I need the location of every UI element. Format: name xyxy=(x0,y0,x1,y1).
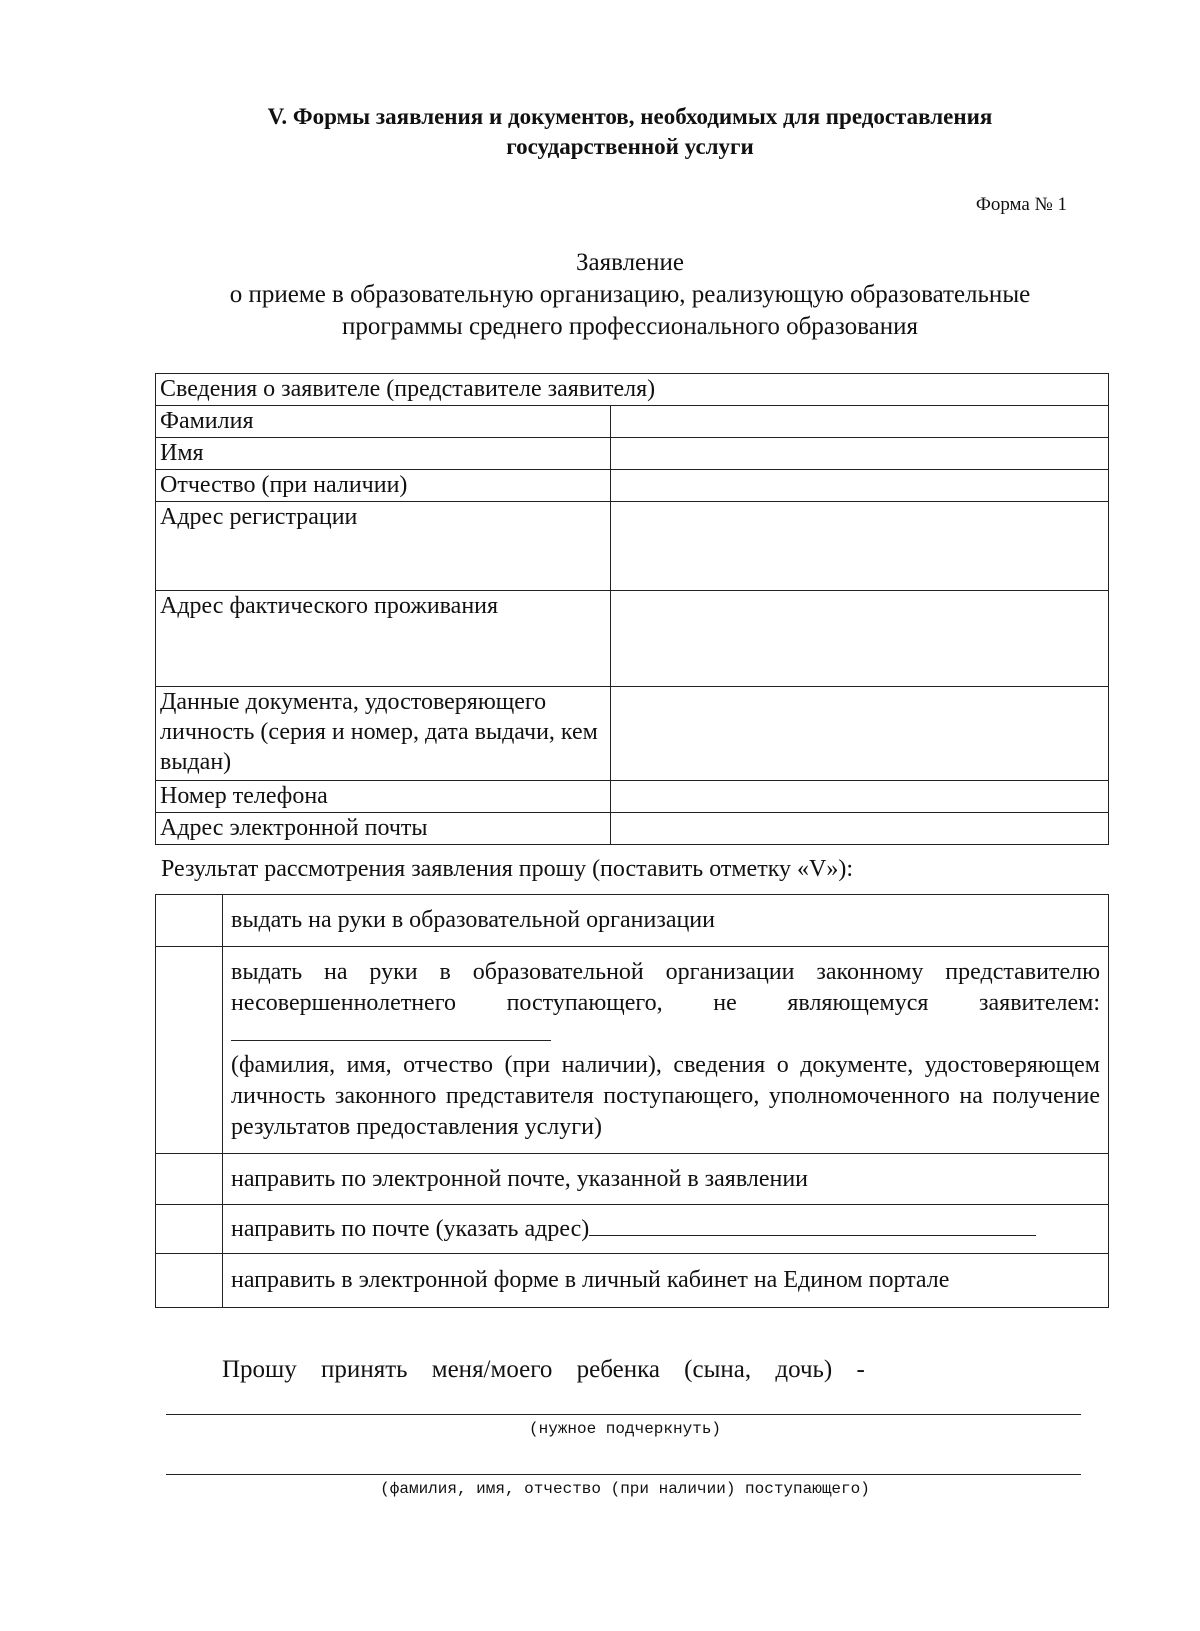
field-label-email: Адрес электронной почты xyxy=(156,813,611,845)
option-note-legal-representative: (фамилия, имя, отчество (при наличии), сведения о документе, удостоверяющем личность законного представителя поступающего, уполномоченного на получение результатов предоставления услуги) xyxy=(231,1052,1100,1140)
document-subtitle-line2: программы среднего профессионального образования xyxy=(342,313,918,340)
applicant-table-header: Сведения о заявителе (представителе заявителя) xyxy=(156,374,1109,406)
option-cell-legal-representative xyxy=(223,947,1109,1154)
option-checkbox-post[interactable] xyxy=(156,1205,223,1254)
form-number: Форма № 1 xyxy=(975,194,1067,215)
underline-hint: (нужное подчеркнуть) xyxy=(528,1420,722,1438)
option-label-in-person: выдать на руки в образовательной организации xyxy=(223,895,1109,947)
option-cell-post xyxy=(223,1205,1109,1254)
option-checkbox-legal-representative[interactable] xyxy=(156,947,223,1154)
admission-request-text: Прошу принять меня/моего ребенка (сына, дочь) - xyxy=(222,1356,865,1383)
field-label-registration-address: Адрес регистрации xyxy=(156,502,611,591)
section-title-line2: государственной услуги xyxy=(506,134,754,159)
option-checkbox-email[interactable] xyxy=(156,1154,223,1205)
document-title: Заявление xyxy=(575,249,685,276)
option-label-legal-representative: выдать на руки в образовательной организации законному представителю несовершеннолетнего поступающего, не являющемуся заявителем: xyxy=(231,959,1100,1016)
option-checkbox-portal[interactable] xyxy=(156,1254,223,1308)
field-value-name[interactable] xyxy=(611,438,1109,470)
field-label-actual-address: Адрес фактического проживания xyxy=(156,591,611,687)
field-value-patronymic[interactable] xyxy=(611,470,1109,502)
field-label-patronymic: Отчество (при наличии) xyxy=(156,470,611,502)
option-checkbox-in-person[interactable] xyxy=(156,895,223,947)
field-label-phone: Номер телефона xyxy=(156,781,611,813)
fullname-hint: (фамилия, имя, отчество (при наличии) поступающего) xyxy=(380,1480,870,1498)
field-value-identity-document[interactable] xyxy=(611,687,1109,781)
field-value-actual-address[interactable] xyxy=(611,591,1109,687)
document-subtitle-line1: о приеме в образовательную организацию, реализующую образовательные xyxy=(229,281,1031,308)
applicant-fullname-line[interactable] xyxy=(166,1474,1081,1475)
result-delivery-label: Результат рассмотрения заявления прошу (поставить отметку «V»): xyxy=(161,856,854,882)
field-label-identity-document: Данные документа, удостоверяющего личность (серия и номер, дата выдачи, кем выдан) xyxy=(156,687,611,781)
option-label-email: направить по электронной почте, указанной в заявлении xyxy=(223,1154,1109,1205)
result-options-table xyxy=(155,894,1109,1308)
field-label-name: Имя xyxy=(156,438,611,470)
field-value-phone[interactable] xyxy=(611,781,1109,813)
applicant-selection-line[interactable] xyxy=(166,1414,1081,1415)
section-title-line1: V. Формы заявления и документов, необходимых для предоставления xyxy=(267,104,993,129)
field-value-email[interactable] xyxy=(611,813,1109,845)
field-value-surname[interactable] xyxy=(611,406,1109,438)
field-value-registration-address[interactable] xyxy=(611,502,1109,591)
option-label-portal: направить в электронной форме в личный кабинет на Едином портале xyxy=(223,1254,1109,1308)
field-label-surname: Фамилия xyxy=(156,406,611,438)
applicant-info-table xyxy=(155,373,1109,845)
representative-name-line[interactable] xyxy=(231,1040,551,1041)
postal-address-line[interactable] xyxy=(589,1235,1036,1236)
option-label-post: направить по почте (указать адрес) xyxy=(231,1215,590,1242)
